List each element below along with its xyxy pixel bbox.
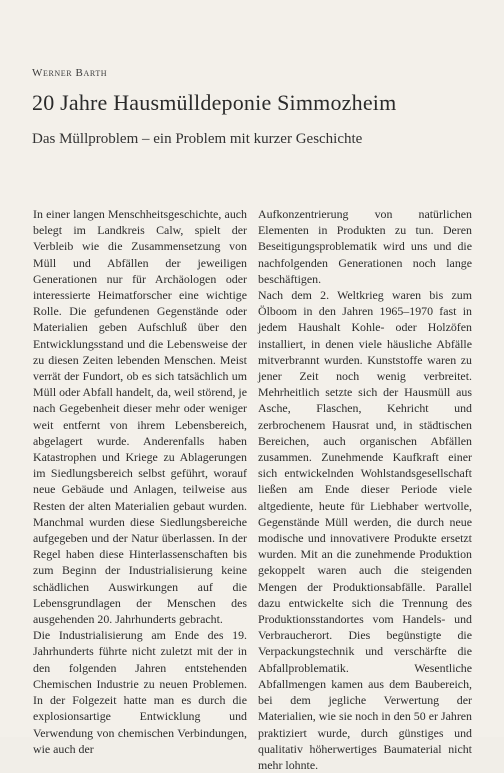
author-name: Werner Barth [32, 67, 108, 79]
right-text-column [258, 206, 472, 773]
paragraph: Aufkonzentrierung von natürlichen Elementen in Produkten zu tun. Deren Beseitigungsproblematik wird uns und die nachfolgenden Generationen noch lange beschäftigen. [258, 207, 472, 286]
paragraph: Die Industrialisierung am Ende des 19. Jahrhunderts führte nicht zuletzt mit der in den folgenden Jahren entstehenden Chemischen Industrie zu neuen Problemen. In der Folgezeit hatte man es durch die explosionsartige Entwicklung und Verwendung von chemischen Verbindungen, wie auch der [33, 628, 247, 756]
paragraph: Nach dem 2. Weltkrieg waren bis zum Ölboom in den Jahren 1965–1970 fast in jedem Haushalt Kohle- oder Holzöfen installiert, in denen viele häusliche Abfälle mitverbrannt wurden. Kunststoffe waren zu jener Zeit noch wenig verbreitet. Mehrheitlich setzte sich der Hausmüll aus Asche, Flaschen, Kehricht und zerbrochenem Hausrat und, in städtischen Bereichen, auch organischen Abfällen zusammen. Zunehmende Kaufkraft einer sich entwickelnden Wohlstandsgesellschaft ließen am Ende dieser Periode viele altgediente, heute für Liebhaber wertvolle, Gegenstände Müll werden, die durch neue modische und innovativere Produkte ersetzt wurden. Mit an die zunehmende Produktion gekoppelt waren auch die steigenden Mengen der Produktionsabfälle. Parallel dazu entwickelte sich die Trennung des Produktionsstandortes vom Handels- und Verbraucherort. Dies begünstigte die Verpackungstechnik und verschärfte die Abfallproblematik. Wesentliche Abfallmengen kamen aus dem Baubereich, bei dem jegliche Verwertung der Materialien, wie sie noch in den 50 er Jahren praktiziert wurde, durch günstiges und qualitativ höherwertiges Baumaterial nicht mehr lohnte. [258, 288, 472, 772]
article-title: 20 Jahre Hausmülldeponie Simmozheim [32, 90, 397, 115]
left-text-column [33, 206, 247, 757]
article-subtitle: Das Müllproblem – ein Problem mit kurzer Geschichte [32, 131, 363, 147]
paragraph: In einer langen Menschheitsgeschichte, auch belegt im Landkreis Calw, spielt der Verbleib wie die Zusammensetzung von Müll und Abfällen der jeweiligen Generationen nur für Archäologen oder interessierte Heimatforscher eine wichtige Rolle. Die gefundenen Gegenstände oder Materialien geben Aufschluß über den Entwicklungsstand und die Lebensweise der zu diesen Zeiten lebenden Menschen. Meist verrät der Fundort, ob es sich tatsächlich um Müll oder Abfall handelt, da, weil störend, je nach Gegebenheit dieser mehr oder weniger weit entfernt von ihrem Lebensbereich, abgelagert wurde. Anderenfalls haben Katastrophen und Kriege zu Ablagerungen im Siedlungsbereich selbst geführt, worauf neue Gebäude und Anlagen, teilweise aus Resten der alten Materialien gebaut wurden. Manchmal wurden diese Siedlungsbereiche aufgegeben und der Natur überlassen. In der Regel haben diese Hinterlassenschaften bis zum Beginn der Industrialisierung keine schädlichen Auswirkungen auf die Lebensgrundlagen der Menschen des ausgehenden 20. Jahrhunderts gebracht. [33, 207, 247, 627]
